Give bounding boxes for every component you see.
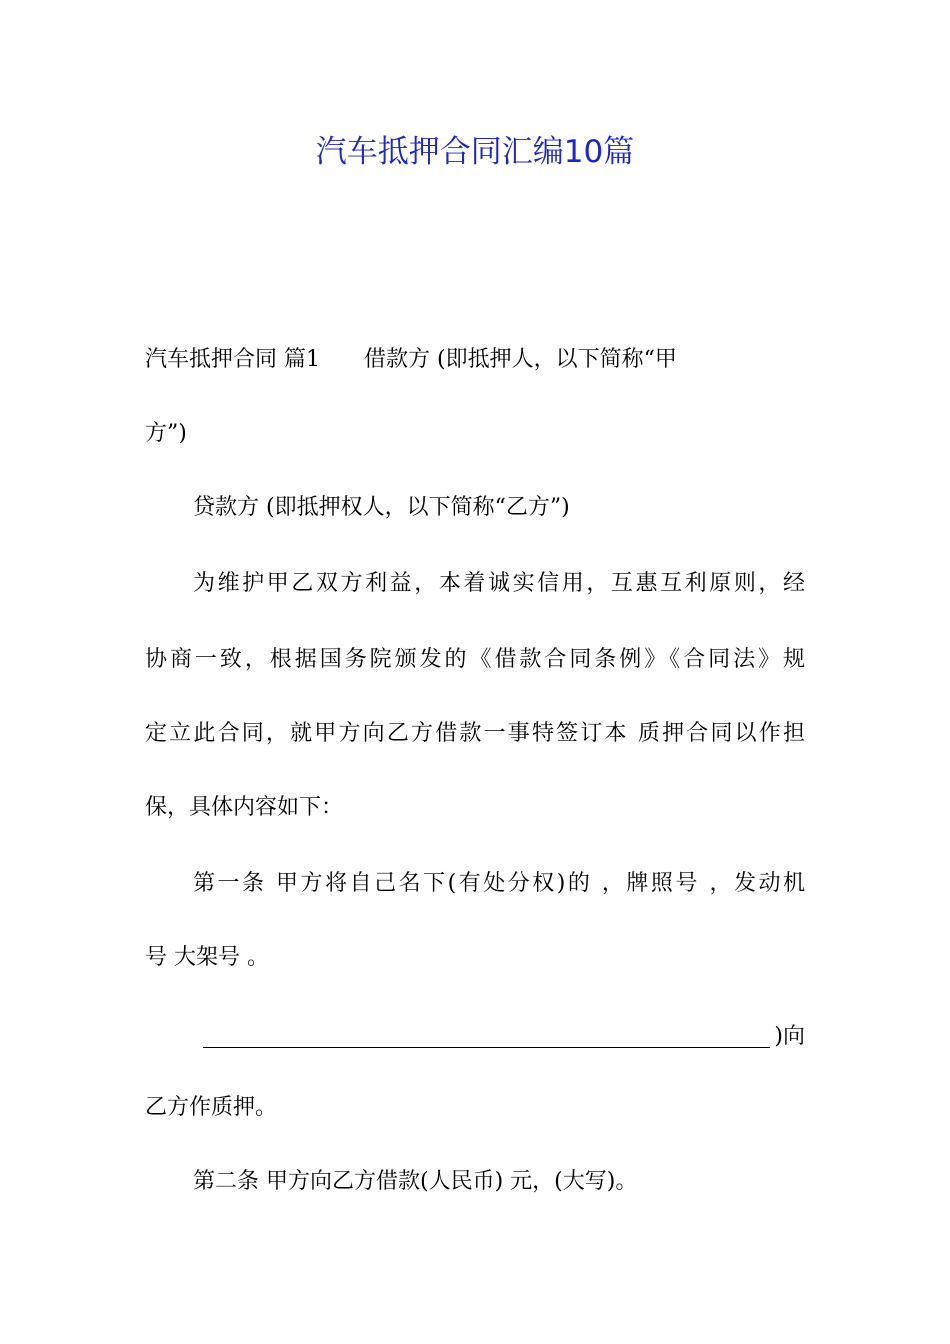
- paragraph-line: 方”): [145, 421, 187, 446]
- document-title: 汽车抵押合同汇编10篇: [315, 134, 635, 170]
- blank-row-end-text: )向: [774, 1023, 805, 1049]
- paragraph-line: 号 大架号 。: [145, 945, 269, 970]
- paragraph-line: 定立此合同，就甲方向乙方借款一事特签订本 质押合同以作担: [145, 721, 805, 746]
- article-one-line: 第一条 甲方将自己名下(有处分权)的 ，牌照号 ，发动机: [193, 871, 805, 896]
- contract-heading: 汽车抵押合同 篇1: [145, 347, 320, 372]
- paragraph-line: 乙方作质押。: [145, 1095, 278, 1120]
- blank-underline: [203, 1021, 770, 1048]
- lender-line: 贷款方 (即抵押权人，以下简称“乙方”): [193, 495, 570, 520]
- borrower-clause: 借款方 (即抵押人，以下简称“甲: [364, 347, 677, 372]
- heading-line: [145, 342, 805, 378]
- paragraph-line: 保，具体内容如下：: [145, 795, 344, 820]
- article-two-line: 第二条 甲方向乙方借款(人民币) 元，(大写)。: [193, 1169, 638, 1194]
- paragraph-line: 为维护甲乙双方利益，本着诚实信用，互惠互利原则，经: [193, 571, 805, 596]
- paragraph-line: 协商一致，根据国务院颁发的《借款合同条例》《合同法》规: [145, 647, 805, 672]
- blank-fill-row: [203, 1016, 805, 1052]
